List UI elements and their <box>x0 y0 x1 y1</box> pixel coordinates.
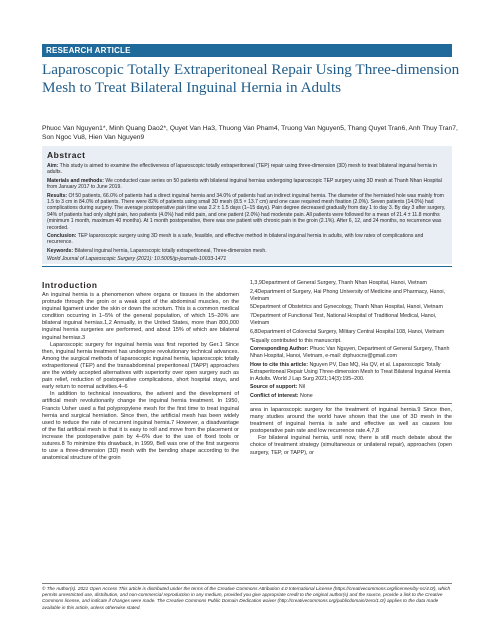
conflict-of-interest: Conflict of interest: None <box>250 393 313 400</box>
right-column <box>250 280 452 457</box>
abstract-methods: Materials and methods: We conducted case series on 50 patients with bilateral inguinal hernias undergoing laparoscopic TEP surgery using 3D mesh at Thanh Nhan Hospital from January 2017 to June 2019. <box>47 177 442 191</box>
affiliation: 7Department of Functional Test, National Hospital of Traditional Medical, Hanoi, Vietnam <box>250 313 437 326</box>
abstract-conclusion: Conclusion: TEP laparoscopic surgery using 3D mesh is a safe, feasible, and effective method in bilateral inguinal hernia in adults, with low rates of complications and recurrence. <box>47 233 424 246</box>
abstract-aim: Aim: This study is aimed to examine the effectiveness of laparoscopic totally extraperitoneal (TEP) repair using three-dimension (3D) mesh to treat bilateral inguinal hernia in adults. <box>47 163 437 176</box>
right-paragraph-2: For bilateral inguinal hernia, until now, there is still much debate about the choice of treatment strategy (simultaneous or unilateral repair), approaches (open surgery, TEP, or TAPP), or <box>250 435 452 456</box>
source-of-support: Source of support: Nil <box>250 384 306 391</box>
intro-paragraph-3: In addition to technical innovations, the advent and the development of artificial mesh revolutionarily change the inguinal hernia treatment. In 1950, Francis Usher used a flat polypropylene mesh for the first time to treat inguinal hernia and surgical herniation. Since then, the artificial mesh has been widely used to reduce the rate of recurrent inguinal hernia.7 However, a disadvantage of the flat artificial mesh is that it is easy to roll and move from the placement or increase the postoperative pain by 4–6% due to the use of fixed tools or sutures.8 To minimize this drawback, in 1999, Bell was one of the first surgeons to use a three-dimension (3D) mesh with the bending shape according to the anatomical structure of the groin <box>42 391 239 462</box>
abstract-heading: Abstract <box>47 150 86 160</box>
footer-divider <box>42 583 452 584</box>
article-title: Laparoscopic Totally Extraperitoneal Repair Using Three-dimension Mesh to Treat Bilateral Inguinal Hernia in Adults <box>42 61 460 96</box>
license-footer: © The Author(s). 2021 Open Access This article is distributed under the terms of the Creative Commons Attribution 4.0 International License (https://creativecommons.org/licenses/by-nc/4.0/), which permits unrestricted use, distribution, and non-commercial reproduction in any medium, provided you give appropriate credit to the original author(s) and the source, provide a link to the Creative Commons license, and indicate if changes were made. The Creative Commons Public Domain Dedication waiver (http://creativecommons.org/publicdomain/zero/1.0/) applies to the data made available in this article, unless otherwise stated. <box>42 586 451 610</box>
abstract-citation: World Journal of Laparoscopic Surgery (2021): 10.5005/jp-journals-10033-1471 <box>47 256 227 263</box>
affiliation: 6,8Department of Colorectal Surgery, Military Central Hospital 108, Hanoi, Vietnam <box>250 328 445 335</box>
author-list: Phuoc Van Nguyen1*, Minh Quang Dao2*, Quyet Van Ha3, Thuong Van Pham4, Truong Van Nguyen5, Thang Quyet Tran6, Anh Thuy Tran7, Son Ngoc Vu8, Hien Van Nguyen9 <box>42 125 458 142</box>
how-to-cite: How to cite this article: Nguyen PV, Dao MQ, Ha QV, et al. Laparoscopic Totally Extraperitoneal Repair Using Three-dimension Mesh to Treat Bilateral Inguinal Hernia in Adults. World J Lap Surg 2021;14(3):195–200. <box>250 361 451 382</box>
intro-paragraph-2: Laparoscopic surgery for inguinal hernia was first reported by Ger.1 Since then, inguinal hernia treatment has undergone revolutionary technical advances. Among the surgical methods of laparoscopic inguinal hernia, laparoscopic totally extraperitoneal (TEP) and the transabdominal preperitoneal (TAPP) approaches are the widely accepted alternatives with superiority over open surgery such as pain relief, reduction of postoperative complications, short hospital stays, and early return to normal activities.4–6 <box>42 341 239 391</box>
abstract-box <box>42 146 452 264</box>
equal-contribution-note: *Equally contributed to this manuscript. <box>250 337 342 344</box>
affiliation: 1,3,9Department of General Surgery, Thanh Nhan Hospital, Hanoi, Vietnam <box>250 280 427 286</box>
abstract-results: Results: Of 50 patients, 66.0% of patients had a direct inguinal hernia and 34.0% of patients had an indirect inguinal hernia. The diameter of the herniated hole was mainly from 1.5 to 3 cm in 84.0% of patients. There were 82% of patients using small 3D mesh (8.5 × 13.7 cm) and one case required mesh fixation (2.0%). Seven patients (14.0%) had complications during surgery. The average postoperative pain time was 2.2 ± 1.5 days (1–15 days). Pain degree decreased gradually from day 1 to day 3. By day 3 after surgery, 94% of patients had only slight pain, two patients (4.0%) had mild pain, and one patient (2.0%) had moderate pain. All patients were followed for a mean of 21.4 ± 11.8 months (minimum 1 month, maximum 40 months). At 1 month postoperative, there was one patient with chronic pain in the groin (2.1%). After 6, 12, and 24 months, no recurrence was recorded. <box>47 192 446 231</box>
right-paragraph-1: area in laparoscopic surgery for the treatment of inguinal hernia.9 Since then, many studies around the world have shown that the use of 3D mesh in the treatment of inguinal hernia is safe and effective as well as causes low postoperative pain rate and low recurrence rate.4,7,8 <box>250 406 452 435</box>
abstract-divider <box>42 266 452 267</box>
corresponding-author: Corresponding Author: Phuoc Van Nguyen, Department of General Surgery, Thanh Nhan Hospital, Hanoi, Vietnam, e-mail: drphuocnv@gmail.com <box>250 346 450 360</box>
metadata-divider <box>250 403 452 404</box>
affiliation: 2,4Department of Surgery, Hai Phong University of Medicine and Pharmacy, Hanoi, Vietnam <box>250 288 445 302</box>
article-type-banner: RESEARCH ARTICLE <box>42 44 452 57</box>
left-column <box>42 280 239 462</box>
abstract-keywords: Keywords: Bilateral inguinal hernia, Laparoscopic totally extraperitoneal, Three-dimension mesh. <box>47 247 267 254</box>
intro-paragraph-1: An inguinal hernia is a phenomenon where organs or tissues in the abdomen protrude through the groin or a weak spot of the abdominal muscles, on the inguinal ligament under the skin or down the scrotum. This is a common medical condition occurring in 1–5% of the general population, of which 15–20% are bilateral inguinal hernias.1,2 Annually, in the United States, more than 800,000 inguinal hernia surgeries are performed, and about 15% of which are bilateral inguinal hernias.3 <box>42 292 239 341</box>
introduction-heading: Introduction <box>42 280 98 290</box>
affiliation: 5Department of Obstetrics and Gynecology, Thanh Nhan Hospital, Hanoi, Vietnam <box>250 304 443 311</box>
